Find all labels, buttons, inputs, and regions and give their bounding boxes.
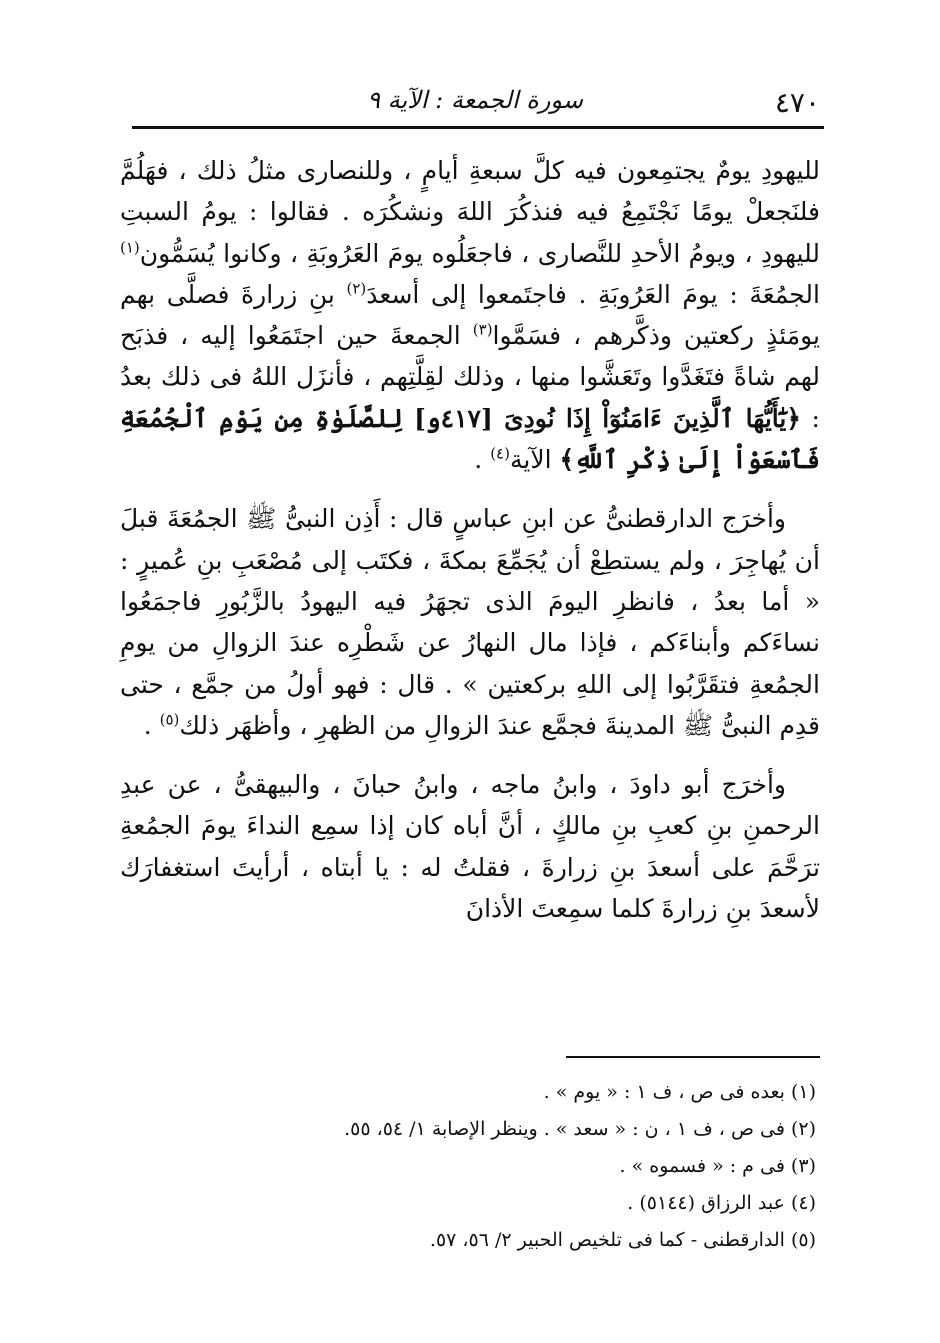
text-run: الجمعةَ حين اجتَمَعُوا إليه ، فذبَح لهم شاةً فتَغَدَّوا وتَعَشَّوا منها ، وذلك لقِلَّتِهم ، فأنزَل اللهُ فى ذلك بعدُ : — [120, 321, 820, 433]
text-run: بنِ زرارةَ فصلَّى بهم يومَئذٍ ركعتين وذكَّرهم ، فسَمَّوا — [120, 279, 821, 351]
footnote-5: (٥) الدارقطنى - كما فى تلخيص الحبير ٢/ ٥٦، ٥٧. — [429, 1229, 816, 1251]
footnote-2: (٢) فى ص ، ف ١ ، ن : « سعد » . وينظر الإصابة ١/ ٥٤، ٥٥. — [344, 1118, 816, 1140]
text-run: الآية — [509, 445, 552, 475]
text-run: لليهودِ يومٌ يجتمِعون فيه كلَّ سبعةِ أيامٍ ، وللنصارى مثلُ ذلك ، فهَلُمَّ فلنَجعلْ يومًا نَجْتَمِعُ فيه فنذكُرَ اللهَ ونشكُرَه . فقالوا : يومُ السبتِ لليهودِ ، ويومُ الأحدِ للنَّصارى ، فاجعَلُوه يومَ العَرُوبَةِ ، وكانوا يُسَمُّون — [120, 156, 820, 268]
footnote-ref-5: (٥) — [159, 710, 180, 729]
text-run: . — [474, 445, 483, 475]
page-number: ٤٧٠ — [774, 86, 820, 119]
text-run: وأخرَج الدارقطنىُّ عن ابنِ عباسٍ قال : أَذِن النبىُّ ﷺ الجمُعَةَ قبلَ أن يُهاجِرَ ، ولم يستطِعْ أن يُجَمِّعَ بمكةَ ، فكتَب إلى مُصْعَبِ بنِ عُميرٍ : « أما بعدُ ، فانظرِ اليومَ الذى تجهَرُ فيه اليهودُ بالزَّبُورِ فاجمَعُوا نساءَكم وأبناءَكم ، فإذا مال النهارُ عن شَطْرِه عندَ الزوالِ من يومِ الجمُعةِ فتقَرَّبُوا إلى اللهِ بركعتين » . قال : فهو أولُ من جمَّع ، حتى قدِم النبىُّ ﷺ المدينةَ فجمَّع عندَ الزوالِ من الظهرِ ، وأظهَر ذلك — [120, 504, 820, 740]
footnote-ref-3: (٣) — [472, 320, 493, 339]
footnote-4: (٤) عبد الرزاق (٥١٤٤) . — [627, 1192, 816, 1214]
paragraph-2 — [120, 498, 820, 746]
footnote-ref-2: (٢) — [346, 279, 367, 298]
paragraph-3 — [120, 764, 820, 929]
running-title: سورة الجمعة : الآية ٩ — [367, 86, 583, 114]
footnote-1: (١) بعده فى ص ، ف ١ : « يوم » . — [543, 1081, 816, 1103]
text-run: . — [143, 710, 152, 740]
footnote-3: (٣) فى م : « فسموه » . — [619, 1155, 816, 1177]
main-text — [120, 150, 820, 929]
footnote-ref-1: (١) — [120, 238, 140, 257]
footnote-ref-4: (٤) — [490, 444, 510, 463]
text-run: الجمُعَةَ : يومَ العَرُوبَةِ . فاجتَمعوا إلى أسعدَ — [366, 279, 820, 309]
page-header — [130, 84, 820, 124]
header-rule — [132, 126, 824, 129]
text-run: وأخرَج أبو داودَ ، وابنُ ماجه ، وابنُ حبانَ ، والبيهقىُّ ، عن عبدِ الرحمنِ بنِ كعبِ بنِ مالكٍ ، أنَّ أباه كان إذا سمِع النداءَ يومَ الجمُعةِ ترَحَّمَ على أسعدَ بنِ زرارةَ ، فقلتُ له : يا أبتاه ، أرأيتَ استغفارَك لأسعدَ بنِ زرارةَ كلما سمِعتَ الأذانَ — [120, 770, 820, 924]
paragraph-1 — [120, 150, 820, 480]
footnote-separator — [566, 1056, 820, 1058]
footnotes — [120, 1074, 816, 1259]
quran-verse: ﴿يَٰٓأَيُّهَا ٱلَّذِينَ ءَامَنُوٓاْ إِذَا نُودِىَ [٤١٧و] لِلصَّلَوٰةِ مِن يَوْمِ ٱلْجُمُعَةِ فَٱسْعَوْاْ إِلَىٰ ذِكْرِ ٱللَّهِ﴾ — [120, 403, 820, 475]
